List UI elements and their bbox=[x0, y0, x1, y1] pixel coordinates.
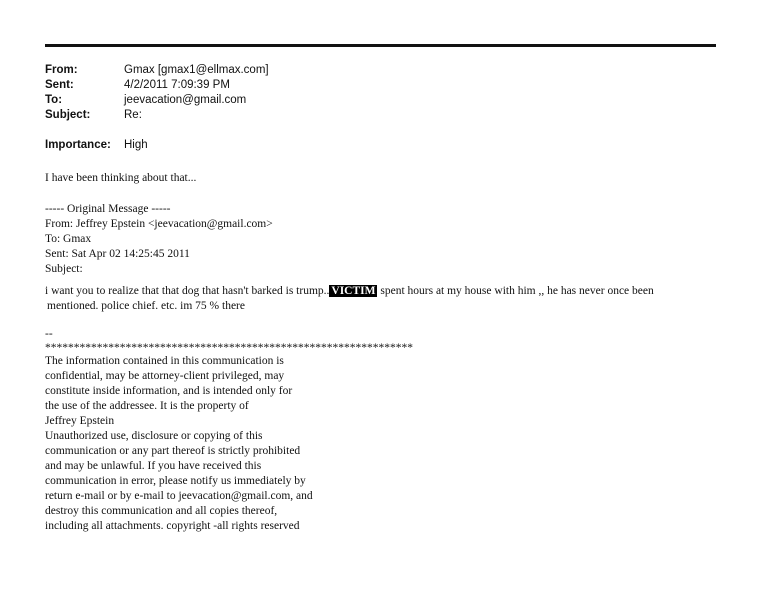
header-sent-value: 4/2/2011 7:09:39 PM bbox=[124, 79, 230, 91]
header-subject-value: Re: bbox=[124, 109, 142, 121]
header-importance-value: High bbox=[124, 139, 148, 151]
reply-text: I have been thinking about that... bbox=[45, 172, 197, 184]
original-to: To: Gmax bbox=[45, 233, 92, 245]
original-message bbox=[45, 202, 273, 277]
message-line-2: mentioned. police chief. etc. im 75 % there bbox=[47, 300, 245, 312]
header-rule bbox=[45, 44, 716, 47]
redaction-label: VICTIM bbox=[331, 285, 376, 297]
header-to-value: jeevacation@gmail.com bbox=[124, 94, 247, 106]
original-subject: Subject: bbox=[45, 263, 83, 275]
original-from: From: Jeffrey Epstein <jeevacation@gmail.com> bbox=[45, 218, 273, 230]
header-from-label: From: bbox=[45, 64, 78, 76]
original-divider: ----- Original Message ----- bbox=[45, 203, 171, 215]
header-from-value: Gmax [gmax1@ellmax.com] bbox=[124, 64, 269, 76]
signature-line: return e-mail or by e-mail to jeevacation@gmail.com, and bbox=[45, 490, 313, 502]
signature-block bbox=[45, 327, 413, 534]
message-line-1 bbox=[45, 284, 654, 299]
message-part-1: i want you to realize that that dog that hasn't barked is trump.. bbox=[45, 285, 330, 297]
message-part-2: spent hours at my house with him ,, he has never once been bbox=[380, 285, 654, 297]
header-sent-label: Sent: bbox=[45, 79, 74, 91]
signature-line: The information contained in this communication is bbox=[45, 355, 284, 367]
signature-line: destroy this communication and all copies thereof, bbox=[45, 505, 278, 517]
signature-stars: **************************************************************** bbox=[45, 342, 413, 354]
signature-line: communication or any part thereof is strictly prohibited bbox=[45, 445, 301, 457]
signature-line: including all attachments. copyright -all rights reserved bbox=[45, 520, 300, 532]
header-subject-label: Subject: bbox=[45, 109, 91, 121]
signature-line: Jeffrey Epstein bbox=[45, 415, 115, 427]
signature-dashes: -- bbox=[45, 328, 53, 340]
signature-line: confidential, may be attorney-client privileged, may bbox=[45, 370, 285, 382]
original-sent: Sent: Sat Apr 02 14:25:45 2011 bbox=[45, 248, 190, 260]
signature-line: the use of the addressee. It is the property of bbox=[45, 400, 249, 412]
signature-line: Unauthorized use, disclosure or copying of this bbox=[45, 430, 263, 442]
header-to-label: To: bbox=[45, 94, 63, 106]
signature-line: communication in error, please notify us immediately by bbox=[45, 475, 306, 487]
signature-line: and may be unlawful. If you have received this bbox=[45, 460, 262, 472]
message-body bbox=[45, 284, 654, 314]
header-importance-label: Importance: bbox=[45, 139, 111, 151]
signature-line: constitute inside information, and is intended only for bbox=[45, 385, 293, 397]
